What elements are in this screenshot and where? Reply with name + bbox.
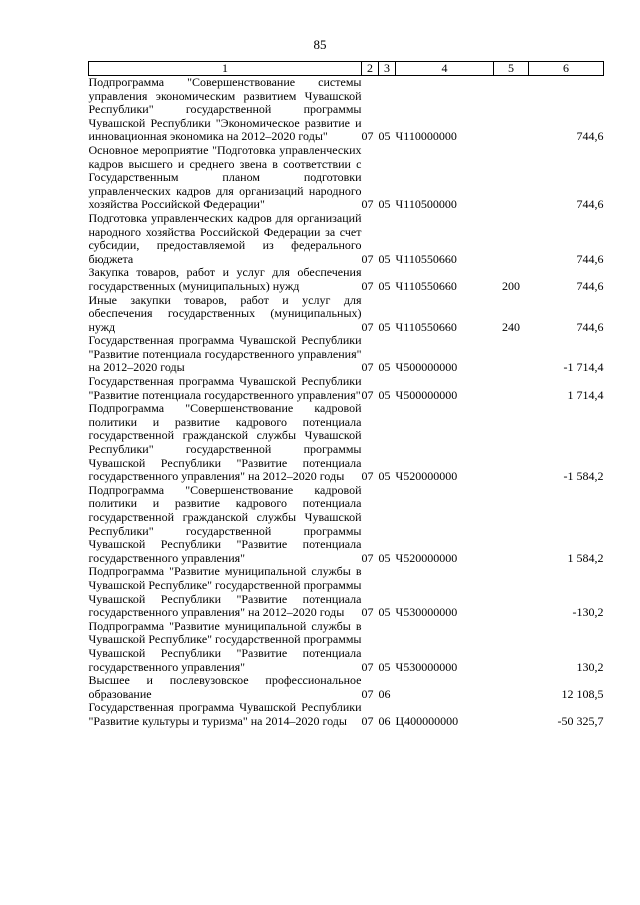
row-target-code: Ч500000000: [395, 360, 458, 375]
row-subsection: 05: [378, 605, 391, 620]
row-target-code: Ч110550660: [395, 319, 457, 334]
row-section: 07: [361, 278, 374, 293]
row-subsection: 05: [378, 360, 391, 375]
header-col-6: 6: [529, 62, 604, 76]
row-name: Основное мероприятие "Подготовка управленческих кадров высшего и среднего звена в соответствии с Государственным планом подготовки управленческих кадров для организаций народного хозяйства Российской Федерации": [88, 142, 362, 212]
row-subsection: 05: [378, 319, 391, 334]
table-row: [89, 334, 604, 375]
row-target-code: Ч110550660: [395, 278, 457, 293]
row-subsection: 06: [378, 713, 391, 728]
row-target-code: Ч520000000: [395, 469, 458, 484]
row-section: 07: [361, 387, 374, 402]
header-col-4: 4: [396, 62, 494, 76]
row-name: Подпрограмма "Развитие муниципальной службы в Чувашской Республике" государственной программы Чувашской Республики "Развитие потенциала государственного управления": [88, 618, 362, 674]
row-amount: 744,6: [576, 278, 604, 293]
header-col-3: 3: [379, 62, 396, 76]
table-row: [89, 701, 604, 728]
row-expense-type: [494, 334, 529, 375]
row-subsection: 05: [378, 469, 391, 484]
row-target-code: Ч110000000: [395, 129, 457, 144]
row-target-code: Ч530000000: [395, 659, 458, 674]
row-subsection: 05: [378, 550, 391, 565]
row-subsection: 06: [378, 686, 391, 701]
table-row: [89, 674, 604, 701]
row-expense-type: [494, 620, 529, 674]
row-amount: -1 714,4: [563, 360, 604, 375]
budget-table: [88, 61, 604, 729]
table-row: [89, 144, 604, 212]
row-subsection: 05: [378, 659, 391, 674]
row-name: Государственная программа Чувашской Республики "Развитие потенциала государственного управления" на 2012–2020 годы: [88, 333, 362, 375]
row-name: Подпрограмма "Совершенствование кадровой политики и развитие кадрового потенциала государственной гражданской службы Чувашской Республики" государственной программы Чувашской Республики "Развитие потенциала государственного управления": [88, 482, 362, 565]
row-subsection: 05: [378, 387, 391, 402]
row-amount: 130,2: [576, 659, 604, 674]
row-expense-type: [494, 144, 529, 212]
row-name: Подпрограмма "Совершенствование кадровой политики и развитие кадрового потенциала государственной гражданской службы Чувашской Республики" государственной программы Чувашской Республики "Развитие потенциала государственного управления" на 2012–2020 годы: [88, 401, 362, 484]
table-row: [89, 484, 604, 566]
row-expense-type: [494, 701, 529, 728]
row-amount: 744,6: [576, 319, 604, 334]
row-section: 07: [361, 550, 374, 565]
row-amount: -130,2: [572, 605, 604, 620]
row-amount: 744,6: [576, 251, 604, 266]
row-amount: -1 584,2: [563, 469, 604, 484]
row-amount: 12 108,5: [561, 686, 604, 701]
row-name: Подготовка управленческих кадров для организаций народного хозяйства Российской Федерации за счет субсидии, предоставляемой из федерального бюджета: [88, 210, 362, 266]
row-section: 07: [361, 713, 374, 728]
row-section: 07: [361, 129, 374, 144]
row-name: Подпрограмма "Развитие муниципальной службы в Чувашской Республике" государственной программы Чувашской Республики "Развитие потенциала государственного управления" на 2012–2020 годы: [88, 564, 362, 620]
row-subsection: 05: [378, 251, 391, 266]
row-section: 07: [361, 686, 374, 701]
row-subsection: 05: [378, 278, 391, 293]
table-row: [89, 266, 604, 293]
row-amount: 1 584,2: [567, 550, 604, 565]
row-amount: 744,6: [576, 197, 604, 212]
row-section: 07: [361, 605, 374, 620]
row-target-code: Ч110500000: [395, 197, 457, 212]
row-section: 07: [361, 659, 374, 674]
header-col-2: 2: [362, 62, 379, 76]
row-section: 07: [361, 319, 374, 334]
row-expense-type: [494, 375, 529, 402]
row-name: Иные закупки товаров, работ и услуг для обеспечения государственных (муниципальных) нужд: [88, 292, 362, 334]
row-expense-type: [494, 565, 529, 619]
table-header-row: [89, 62, 604, 76]
row-name: Подпрограмма "Совершенствование системы управления экономическим развитием Чувашской Республики" государственной программы Чувашской Республики "Экономическое развитие и инновационная экономика на 2012–2020 годы": [88, 75, 362, 144]
row-subsection: 05: [378, 129, 391, 144]
table-row: [89, 375, 604, 402]
row-target-code: Ц400000000: [395, 713, 459, 728]
row-section: 07: [361, 251, 374, 266]
table-row: [89, 620, 604, 674]
table-row: [89, 565, 604, 619]
row-target-code: [396, 674, 494, 701]
header-col-5: 5: [494, 62, 529, 76]
row-expense-type: 240: [502, 319, 520, 334]
page-number: 85: [313, 37, 327, 52]
row-target-code: Ч520000000: [395, 550, 458, 565]
row-target-code: Ч530000000: [395, 605, 458, 620]
row-section: 07: [361, 469, 374, 484]
row-name: Государственная программа Чувашской Республики "Развитие культуры и туризма" на 2014–2020 годы: [88, 700, 362, 728]
row-expense-type: 200: [502, 278, 520, 293]
row-amount: 744,6: [576, 129, 604, 144]
table-row: [89, 212, 604, 266]
row-target-code: Ч500000000: [395, 387, 458, 402]
row-target-code: Ч110550660: [395, 251, 457, 266]
header-col-1: 1: [89, 62, 362, 76]
row-expense-type: [494, 212, 529, 266]
table-row: [89, 402, 604, 484]
row-expense-type: [494, 76, 529, 144]
row-expense-type: [494, 484, 529, 566]
table-row: [89, 76, 604, 144]
row-name: Высшее и послевузовское профессиональное образование: [88, 673, 362, 701]
row-subsection: 05: [378, 197, 391, 212]
table-row: [89, 294, 604, 335]
row-section: 07: [361, 360, 374, 375]
row-name: Закупка товаров, работ и услуг для обеспечения государственных (муниципальных) нужд: [88, 265, 362, 293]
row-expense-type: [494, 402, 529, 484]
row-expense-type: [494, 674, 529, 701]
row-amount: 1 714,4: [567, 387, 604, 402]
row-name: Государственная программа Чувашской Республики "Развитие потенциала государственного управления": [88, 374, 362, 402]
row-section: 07: [361, 197, 374, 212]
row-amount: -50 325,7: [557, 713, 604, 728]
